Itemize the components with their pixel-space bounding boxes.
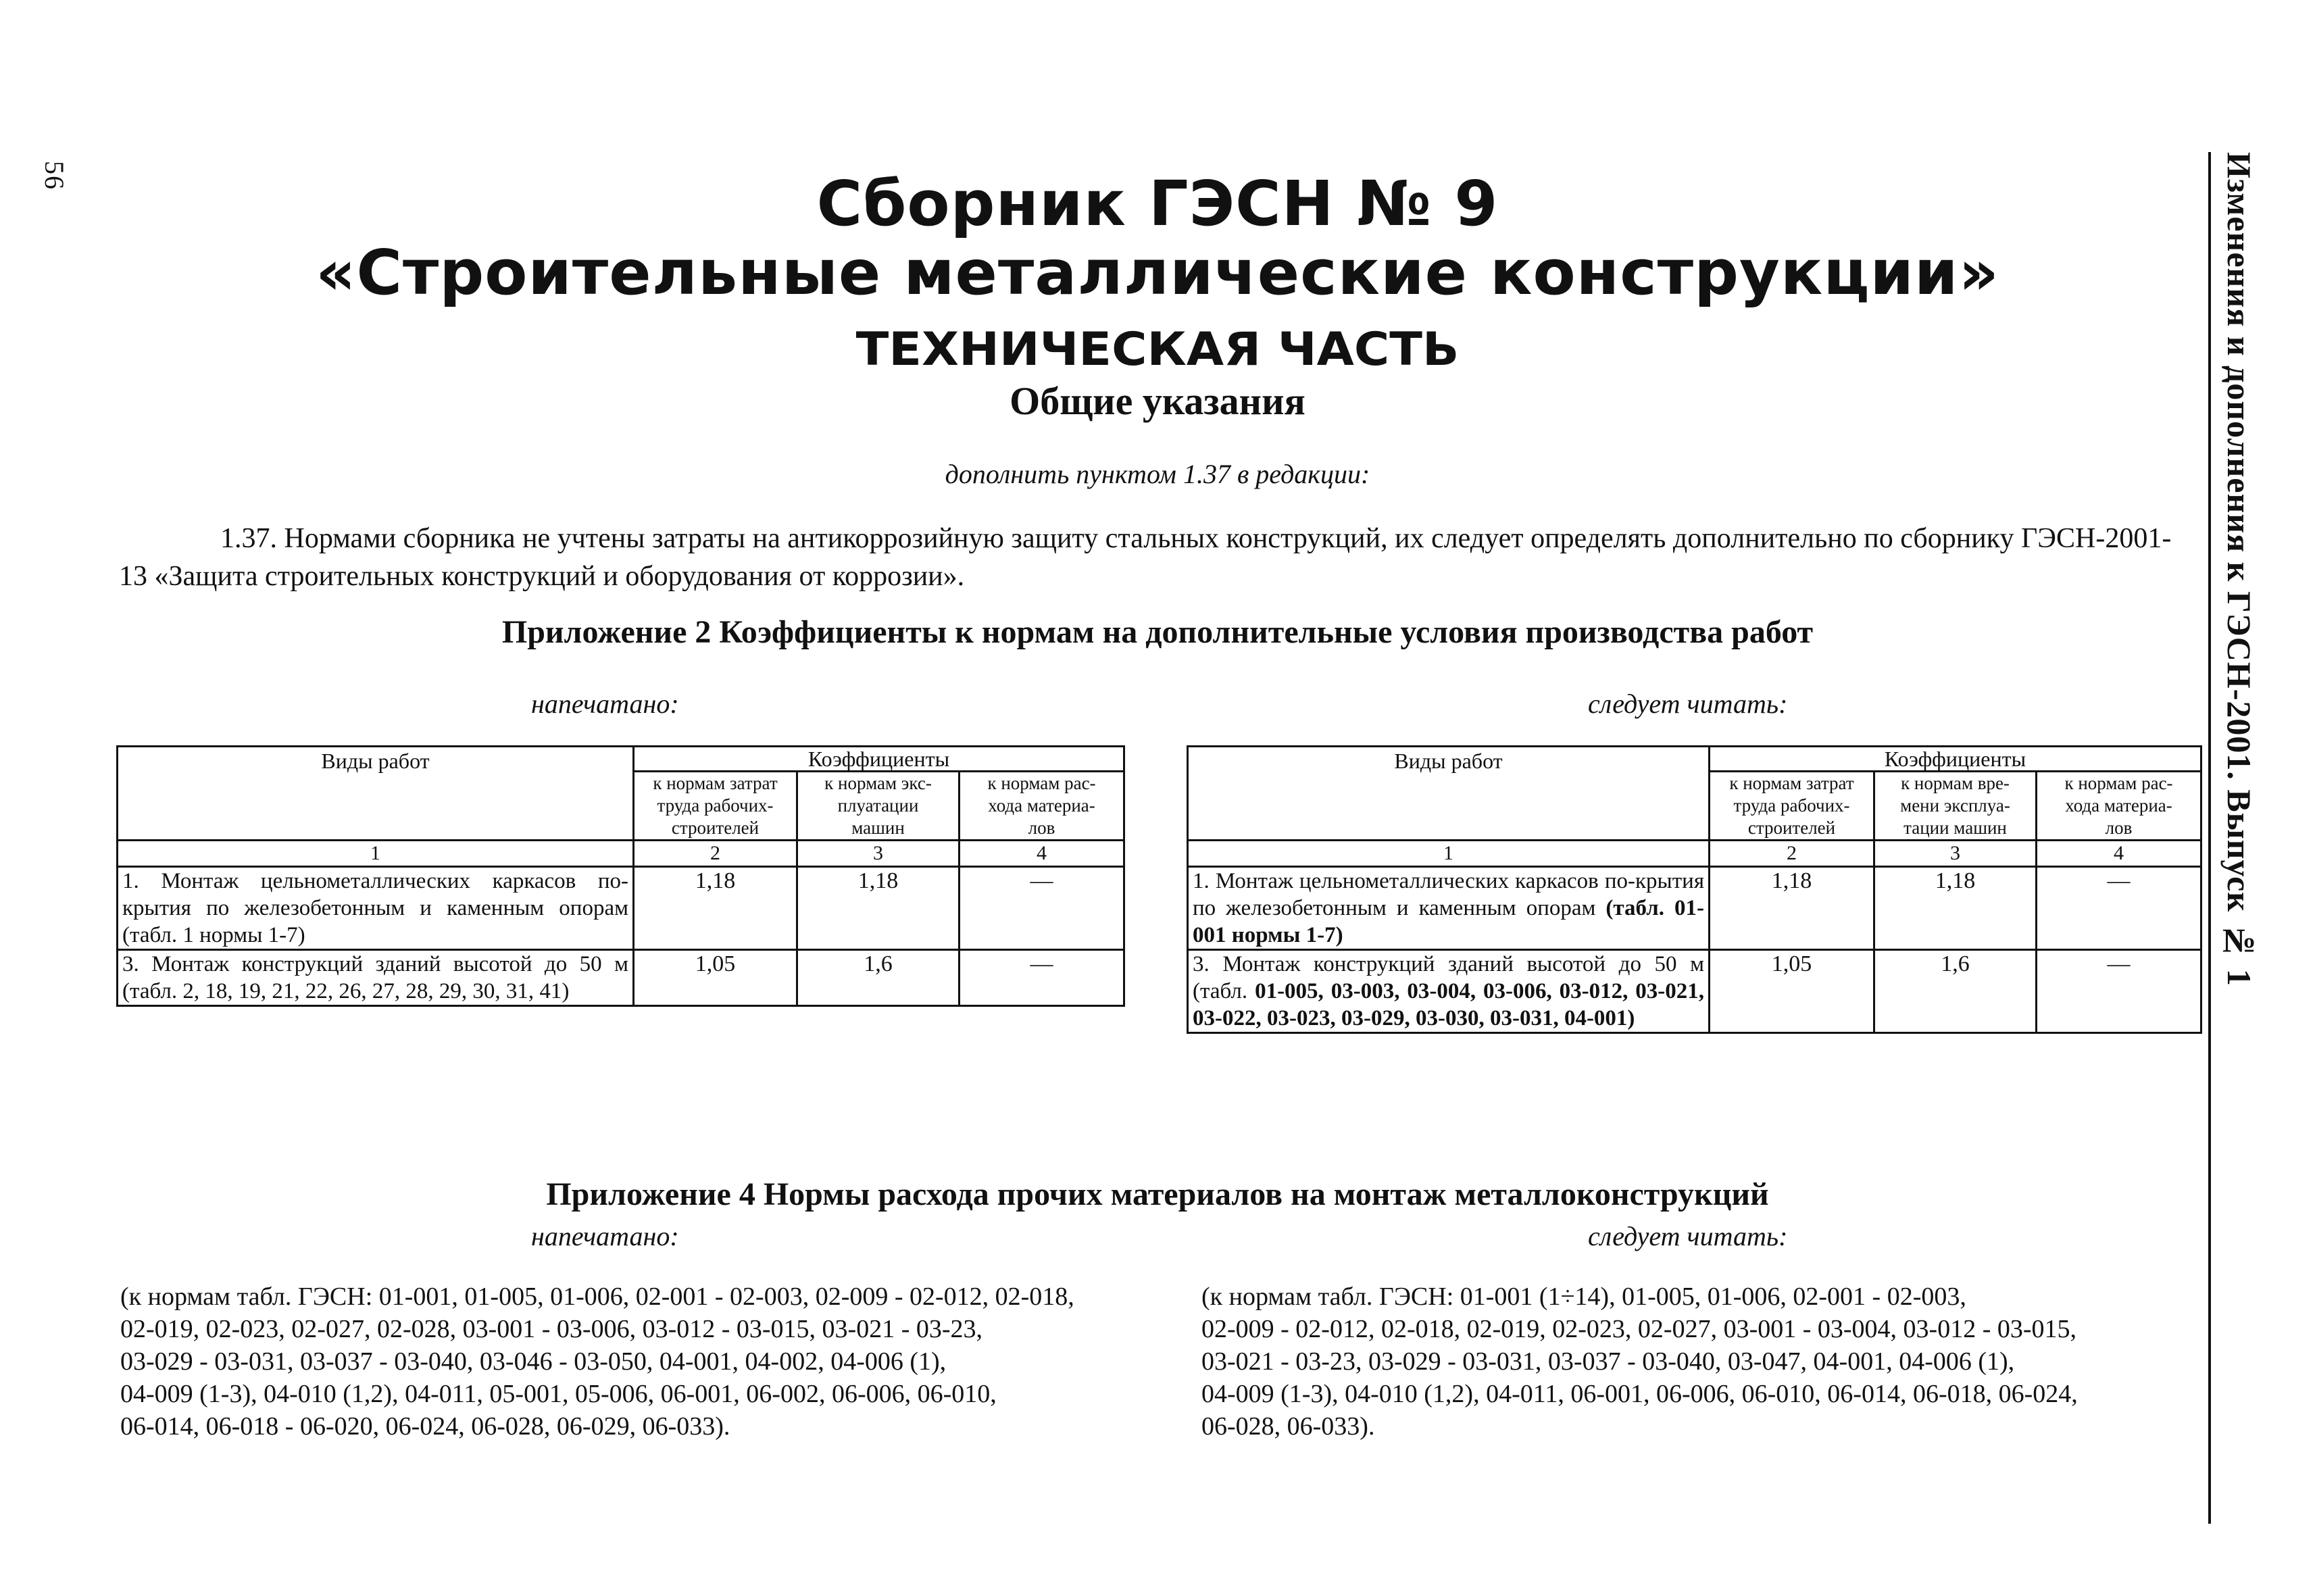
col-num: 4 (2037, 841, 2201, 867)
table-row (118, 867, 1124, 950)
list-item: 02-019, 02-023, 02-027, 02-028, 03-001 - 03-006, 03-012 - 03-015, 03-021 - 03-23, (120, 1315, 983, 1343)
work-description: 3. Монтаж конструкций зданий высотой до 50 м (табл. 2, 18, 19, 21, 22, 26, 27, 28, 29, 30, 31, 41) (118, 950, 634, 1006)
coef-materials: — (960, 950, 1124, 1006)
list-item: 06-028, 06-033). (1201, 1412, 1375, 1441)
header-coefficients: Коэффициенты (1710, 747, 2201, 772)
column-numbers-row (1188, 841, 2201, 867)
page-number: 56 (39, 161, 70, 191)
running-header: Изменения и дополнения к ГЭСН-2001. Выпуск № 1 (2220, 152, 2258, 987)
coef-machines: 1,6 (1874, 950, 2037, 1033)
work-description: 1. Монтаж цельнометаллических каркасов по-крытия по железобетонным и каменным опорам (табл. 01-001 нормы 1-7) (1188, 867, 1710, 950)
appendix-2-heading-wrap (0, 614, 2315, 651)
coefficients-table-corrected (1187, 745, 2202, 1034)
printed-label-app4: напечатано: (531, 1221, 679, 1251)
table-row (1188, 867, 2201, 950)
work-description: 3. Монтаж конструкций зданий высотой до 50 м (табл. 01-005, 03-003, 03-004, 03-006, 03-012, 03-021, 03-022, 03-023, 03-029, 03-030, 03-031, 04-001) (1188, 950, 1710, 1033)
coef-labor: 1,05 (1710, 950, 1874, 1033)
appendix-4-heading: Приложение 4 Нормы расхода прочих материалов на монтаж металлоконструкций (546, 1176, 1769, 1212)
list-item: 03-021 - 03-23, 03-029 - 03-031, 03-037 - 03-040, 03-047, 04-001, 04-006 (1), (1201, 1347, 2015, 1376)
work-description: 1. Монтаж цельнометаллических каркасов по-крытия по железобетонным и каменным опорам (табл. 1 нормы 1-7) (118, 867, 634, 950)
list-item: 04-009 (1-3), 04-010 (1,2), 04-011, 06-001, 06-006, 06-010, 06-014, 06-018, 06-024, (1201, 1380, 2078, 1408)
list-item: 03-029 - 03-031, 03-037 - 03-040, 03-046 - 03-050, 04-001, 04-002, 04-006 (1), (120, 1347, 947, 1376)
list-item: 04-009 (1-3), 04-010 (1,2), 04-011, 05-001, 05-006, 06-001, 06-002, 06-006, 06-010, (120, 1380, 997, 1408)
list-item: (к нормам табл. ГЭСН: 01-001, 01-005, 01-006, 02-001 - 02-003, 02-009 - 02-012, 02-018, (120, 1282, 1074, 1311)
coef-materials: — (2037, 950, 2201, 1033)
subheader-labor: к нормам затрат труда рабочих- строителей (1710, 772, 1874, 841)
read-label-app2: следует читать: (1588, 689, 1788, 719)
table-row (1188, 950, 2201, 1033)
subheader-materials: к нормам рас- хода материа- лов (960, 772, 1124, 841)
coef-machines: 1,18 (1874, 867, 2037, 950)
table-row (118, 950, 1124, 1006)
coef-labor: 1,18 (1710, 867, 1874, 950)
col-num: 2 (634, 841, 797, 867)
header-works: Виды работ (118, 747, 634, 841)
col-num: 1 (1188, 841, 1710, 867)
col-num: 3 (1874, 841, 2037, 867)
coef-materials: — (960, 867, 1124, 950)
list-item: 02-009 - 02-012, 02-018, 02-019, 02-023, 02-027, 03-001 - 03-004, 03-012 - 03-015, (1201, 1315, 2077, 1343)
subheader-machines: к нормам экс- плуатации машин (797, 772, 960, 841)
column-numbers-row (118, 841, 1124, 867)
subheader-machines: к нормам вре- мени эксплуа- тации машин (1874, 772, 2037, 841)
list-item: (к нормам табл. ГЭСН: 01-001 (1÷14), 01-005, 01-006, 02-001 - 02-003, (1201, 1282, 1966, 1311)
col-num: 3 (797, 841, 960, 867)
appendix-2-heading: Приложение 2 Коэффициенты к нормам на дополнительные условия производства работ (501, 614, 1814, 650)
subheader-labor: к нормам затрат труда рабочих- строителей (634, 772, 797, 841)
coef-materials: — (2037, 867, 2201, 950)
appendix-4-heading-wrap (0, 1176, 2315, 1213)
coefficients-table-printed (116, 745, 1125, 1007)
col-num: 4 (960, 841, 1124, 867)
col-num: 1 (118, 841, 634, 867)
coef-machines: 1,18 (797, 867, 960, 950)
subheader-materials: к нормам рас- хода материа- лов (2037, 772, 2201, 841)
paragraph-1-37-line1: 1.37. Нормами сборника не учтены затраты на антикоррозийную защиту стальных конструкций, их следует определять дополнительно по сборнику ГЭСН-2001- (220, 523, 2172, 554)
coef-labor: 1,18 (634, 867, 797, 950)
list-item: 06-014, 06-018 - 06-020, 06-024, 06-028, 06-029, 06-033). (120, 1412, 730, 1441)
corrected-norms-list (1201, 1280, 2201, 1443)
read-label-app4: следует читать: (1588, 1221, 1788, 1251)
col-num: 2 (1710, 841, 1874, 867)
collection-title: Сборник ГЭСН № 9 (816, 168, 1499, 240)
collection-subtitle: «Строительные металлические конструкции» (316, 236, 1999, 309)
printed-norms-list (120, 1280, 1120, 1443)
header-coefficients: Коэффициенты (634, 747, 1124, 772)
technical-part-heading: ТЕХНИЧЕСКАЯ ЧАСТЬ (855, 323, 1460, 376)
general-instructions-heading: Общие указания (1010, 379, 1305, 423)
coef-machines: 1,6 (797, 950, 960, 1006)
printed-label-app2: напечатано: (531, 689, 679, 719)
amendment-note: дополнить пунктом 1.37 в редакции: (945, 459, 1370, 489)
coef-labor: 1,05 (634, 950, 797, 1006)
paragraph-1-37-line2: 13 «Защита строительных конструкций и оборудования от коррозии». (119, 561, 965, 592)
header-works: Виды работ (1188, 747, 1710, 841)
